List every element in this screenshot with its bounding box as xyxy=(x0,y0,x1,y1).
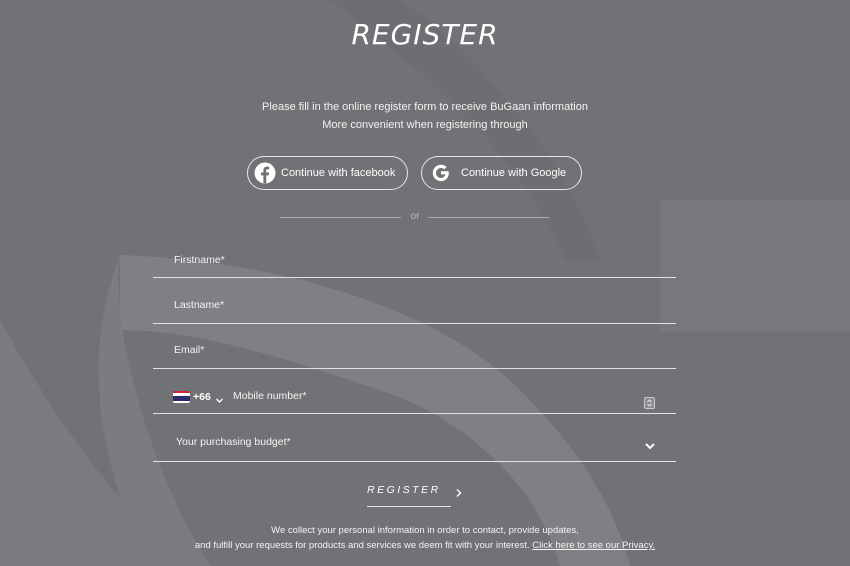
privacy-notice-text: and fulfill your requests for products and services we deem fit with your interest. xyxy=(194,540,530,551)
google-icon xyxy=(430,162,452,184)
google-login-button[interactable] xyxy=(421,156,582,190)
facebook-login-label: Continue with facebook xyxy=(281,167,396,179)
register-submit-label: REGISTER xyxy=(367,484,441,496)
divider-line-left xyxy=(280,217,401,218)
privacy-link[interactable]: Click here to see our Privacy. xyxy=(532,540,656,551)
intro-subtext: More convenient when registering through xyxy=(322,119,528,131)
privacy-notice-line1: We collect your personal information in order to contact, provide updates, xyxy=(271,525,579,536)
facebook-icon xyxy=(254,162,276,184)
google-login-label: Continue with Google xyxy=(461,167,567,179)
lastname-field[interactable] xyxy=(153,295,676,324)
facebook-login-button[interactable] xyxy=(247,156,408,190)
mobile-number-field[interactable] xyxy=(153,386,676,414)
firstname-field[interactable] xyxy=(153,250,676,278)
thailand-flag-icon[interactable] xyxy=(173,391,190,403)
budget-select[interactable] xyxy=(153,432,676,462)
email-field[interactable] xyxy=(153,340,676,369)
number-spinner-icon[interactable] xyxy=(644,397,655,409)
divider-line-right xyxy=(428,217,549,218)
chevron-down-icon[interactable] xyxy=(215,392,224,410)
intro-text: Please fill in the online register form to receive BuGaan information xyxy=(262,101,588,113)
register-submit-button[interactable] xyxy=(367,482,451,507)
lastname-label: Lastname* xyxy=(174,299,225,311)
mobile-number-label: Mobile number* xyxy=(233,390,307,402)
divider-text: or xyxy=(410,211,420,222)
chevron-right-icon xyxy=(455,485,463,503)
chevron-down-icon[interactable] xyxy=(644,438,656,456)
firstname-label: Firstname* xyxy=(174,254,225,266)
privacy-notice-line2 xyxy=(0,540,850,551)
email-label: Email* xyxy=(174,344,205,356)
page-title: REGISTER xyxy=(351,18,499,51)
country-code[interactable]: +66 xyxy=(193,391,211,403)
budget-label: Your purchasing budget* xyxy=(176,436,291,448)
